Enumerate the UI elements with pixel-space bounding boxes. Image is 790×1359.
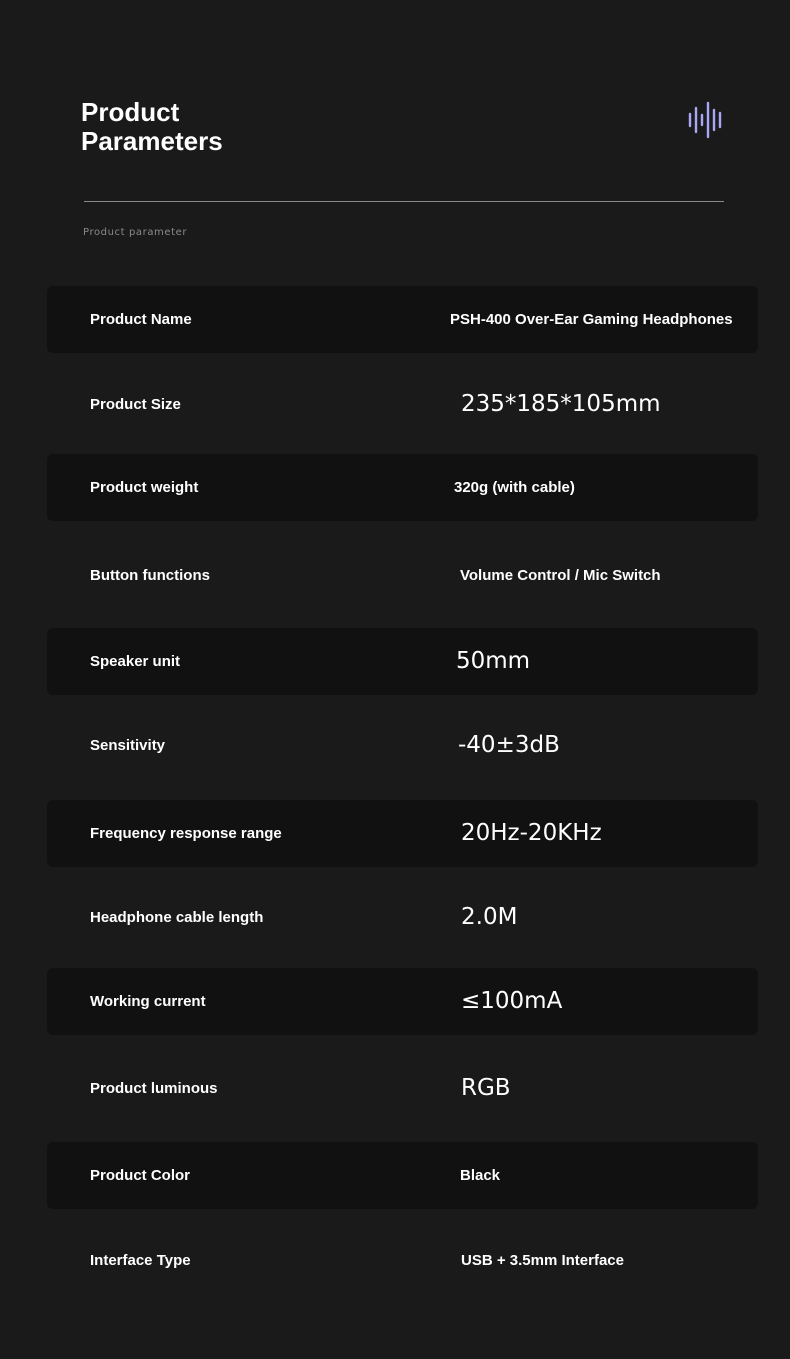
param-label: Speaker unit: [90, 653, 181, 670]
param-row-interface-type: [47, 1227, 758, 1294]
param-label: Product Color: [90, 1167, 190, 1184]
param-label: Interface Type: [90, 1252, 191, 1269]
param-value: PSH-400 Over-Ear Gaming Headphones: [450, 311, 733, 328]
param-row-product-luminous: [47, 1055, 758, 1122]
param-row-sensitivity: [47, 712, 758, 779]
param-label: Sensitivity: [90, 737, 166, 754]
param-row-frequency-response: [47, 800, 758, 867]
page-title-line-1: Product: [81, 97, 180, 127]
param-value: Volume Control / Mic Switch: [460, 567, 661, 584]
page-title-line-2: Parameters: [81, 126, 223, 156]
param-value: 20Hz-20KHz: [461, 820, 602, 846]
param-label: Product Size: [90, 396, 181, 413]
param-label: Product luminous: [90, 1080, 218, 1097]
sound-wave-icon: [686, 100, 726, 140]
page-title: [81, 98, 223, 156]
header-divider: [84, 201, 724, 202]
param-value: 2.0M: [461, 904, 518, 930]
param-label: Headphone cable length: [90, 909, 264, 926]
param-value: ≤100mA: [461, 988, 563, 1014]
param-value: 235*185*105mm: [461, 391, 661, 417]
param-label: Product Name: [90, 311, 192, 328]
param-row-product-weight: [47, 454, 758, 521]
param-value: 320g (with cable): [454, 479, 575, 496]
param-row-product-size: [47, 371, 758, 438]
param-row-product-name: [47, 286, 758, 353]
param-row-product-color: [47, 1142, 758, 1209]
param-value: 50mm: [456, 648, 531, 674]
param-label: Working current: [90, 993, 206, 1010]
param-row-working-current: [47, 968, 758, 1035]
param-value: Black: [460, 1167, 501, 1184]
param-value: -40±3dB: [458, 732, 560, 758]
param-row-speaker-unit: [47, 628, 758, 695]
param-label: Frequency response range: [90, 825, 282, 842]
param-value: USB + 3.5mm Interface: [461, 1252, 624, 1269]
section-subtitle: Product parameter: [83, 227, 188, 238]
param-label: Button functions: [90, 567, 210, 584]
param-label: Product weight: [90, 479, 199, 496]
param-row-button-functions: [47, 542, 758, 609]
param-value: RGB: [461, 1075, 511, 1101]
param-row-cable-length: [47, 884, 758, 951]
